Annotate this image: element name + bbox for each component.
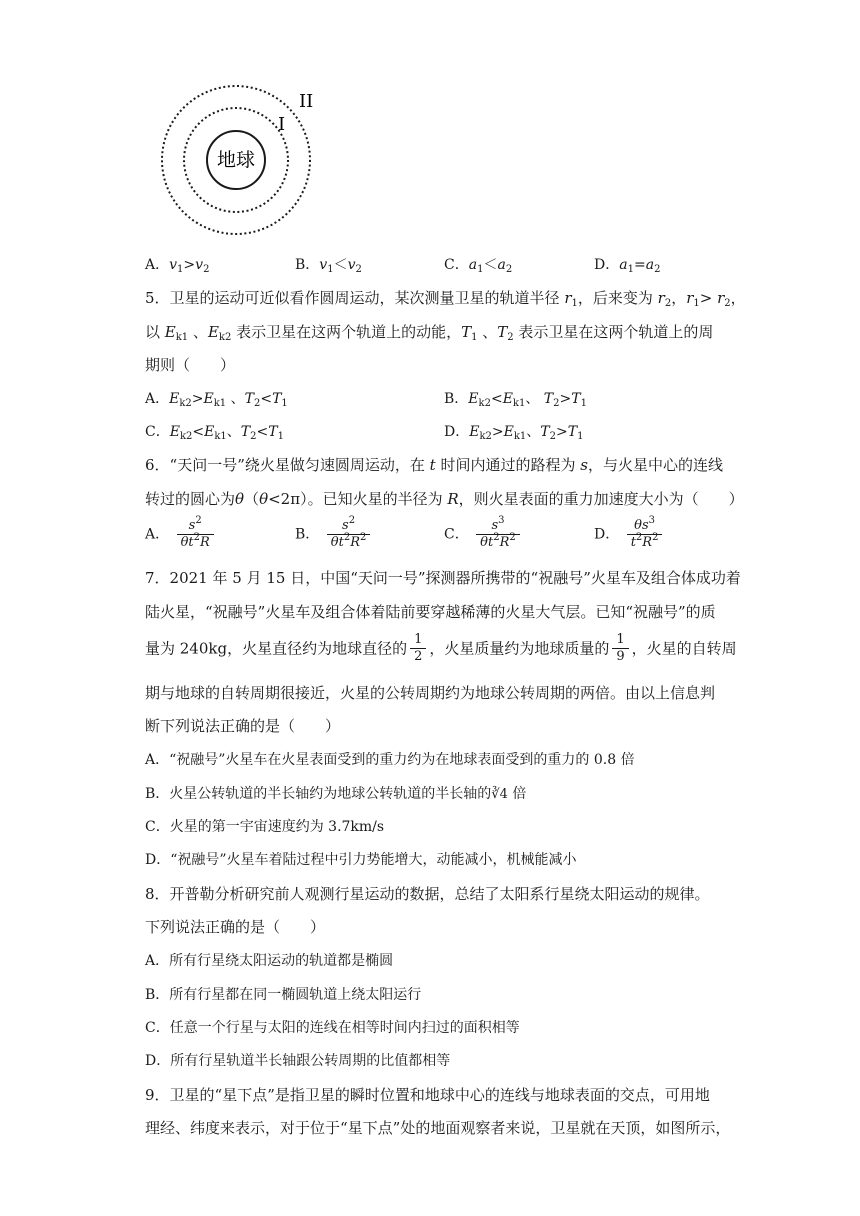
q6-option-a[interactable]: A． $\frac{s^2}{\theta t^2R}$ [145, 518, 217, 551]
q8-option-d[interactable]: D．所有行星轨道半长轴跟公转周期的比值都相等 [145, 1053, 451, 1069]
q6-option-c[interactable]: C． $\frac{s^3}{\theta t^2R^2}$ [444, 518, 523, 551]
q7-line2: 陆火星，“祝融号”火星车及组合体着陆前要穿越稀薄的火星大气层。已知“祝融号”的质 [145, 603, 716, 621]
q4-option-d[interactable]: D．$a_1=a_2$ [594, 257, 661, 275]
q4-option-b[interactable]: B．$v_1<v_2$ [295, 257, 362, 275]
q7-option-b[interactable]: B．火星公转轨道的半长轴约为地球公转轨道的半长轴的∛4 倍 [145, 786, 527, 802]
q6-option-b[interactable]: B． $\frac{s^2}{\theta t^2R^2}$ [295, 518, 373, 551]
q7-option-d[interactable]: D．“祝融号”火星车着陆过程中引力势能增大，动能减小，机械能减小 [145, 852, 577, 868]
q8-line1: 8．开普勒分析研究前人观测行星运动的数据，总结了太阳系行星绕太阳运动的规律。 [145, 885, 710, 903]
q7-option-a[interactable]: A．“祝融号”火星车在火星表面受到的重力约为在地球表面受到的重力的 0.8 倍 [145, 752, 635, 768]
q5-line1: 5．卫星的运动可近似看作圆周运动，某次测量卫星的轨道半径 $r_1$，后来变为 $r_2$，$r_1> r_2$， [145, 289, 746, 309]
q8-line2: 下列说法正确的是（ ） [145, 918, 326, 936]
q9-line1: 9．卫星的“星下点”是指卫星的瞬时位置和地球中心的连线与地球表面的交点，可用地 [145, 1086, 710, 1104]
q8-option-a[interactable]: A．所有行星绕太阳运动的轨道都是椭圆 [145, 953, 394, 969]
orbit-ii-label: II [299, 91, 314, 112]
q4-option-a[interactable]: A．$v_1>v_2$ [145, 257, 210, 275]
orbit-diagram [150, 85, 340, 245]
q4-option-c[interactable]: C．$a_1<a_2$ [444, 257, 513, 275]
q7-line4: 期与地球的自转周期很接近，火星的公转周期约为地球公转周期的两倍。由以上信息判 [145, 684, 716, 702]
q9-line2: 理经、纬度来表示，对于位于“星下点”处的地面观察者来说，卫星就在天顶，如图所示， [145, 1119, 731, 1137]
earth-label: 地球 [216, 149, 256, 171]
q8-option-b[interactable]: B．所有行星都在同一椭圆轨道上绕太阳运行 [145, 987, 422, 1003]
q7-line5: 断下列说法正确的是（ ） [145, 717, 341, 735]
q5-line2: 以 $E_{k1}$ 、$E_{k2}$ 表示卫星在这两个轨道上的动能，$T_1$ 、$T_2$ 表示卫星在这两个轨道上的周 [145, 323, 714, 343]
q7-option-c[interactable]: C．火星的第一宇宙速度约为 3.7km/s [145, 819, 385, 835]
q6-line1: 6．“天问一号”绕火星做匀速圆周运动，在 t 时间内通过的路程为 s，与火星中心的连线 [145, 456, 723, 474]
q7-line3: 量为 240kg，火星直径约为地球直径的 $\frac{1}{2}$ ，火星质量约为地球质量的 $\frac{1}{9}$ ，火星的自转周 [145, 632, 737, 664]
q5-option-a[interactable]: A．$E_{k2}>E_{k1}$ 、$T_2<T_1$ [145, 391, 288, 409]
q5-option-c[interactable]: C．$E_{k2}<E_{k1}$、$T_2<T_1$ [145, 424, 284, 442]
orbit-i-label: I [278, 114, 286, 135]
q6-option-d[interactable]: D． $\frac{\theta s^3}{t^2R^2}$ [594, 518, 665, 551]
q7-line1: 7．2021 年 5 月 15 日，中国“天问一号”探测器所携带的“祝融号”火星车及组合体成功着 [145, 569, 741, 587]
q5-option-d[interactable]: D．$E_{k2}>E_{k1}$、$T_2>T_1$ [444, 424, 584, 442]
q5-option-b[interactable]: B．$E_{k2}<E_{k1}$、 $T_2>T_1$ [444, 391, 587, 409]
q5-line3: 期则（ ） [145, 356, 236, 374]
q6-line2: 转过的圆心为θ（θ<2π）。已知火星的半径为 R，则火星表面的重力加速度大小为（ ） [145, 490, 744, 508]
q8-option-c[interactable]: C．任意一个行星与太阳的连线在相等时间内扫过的面积相等 [145, 1020, 520, 1036]
